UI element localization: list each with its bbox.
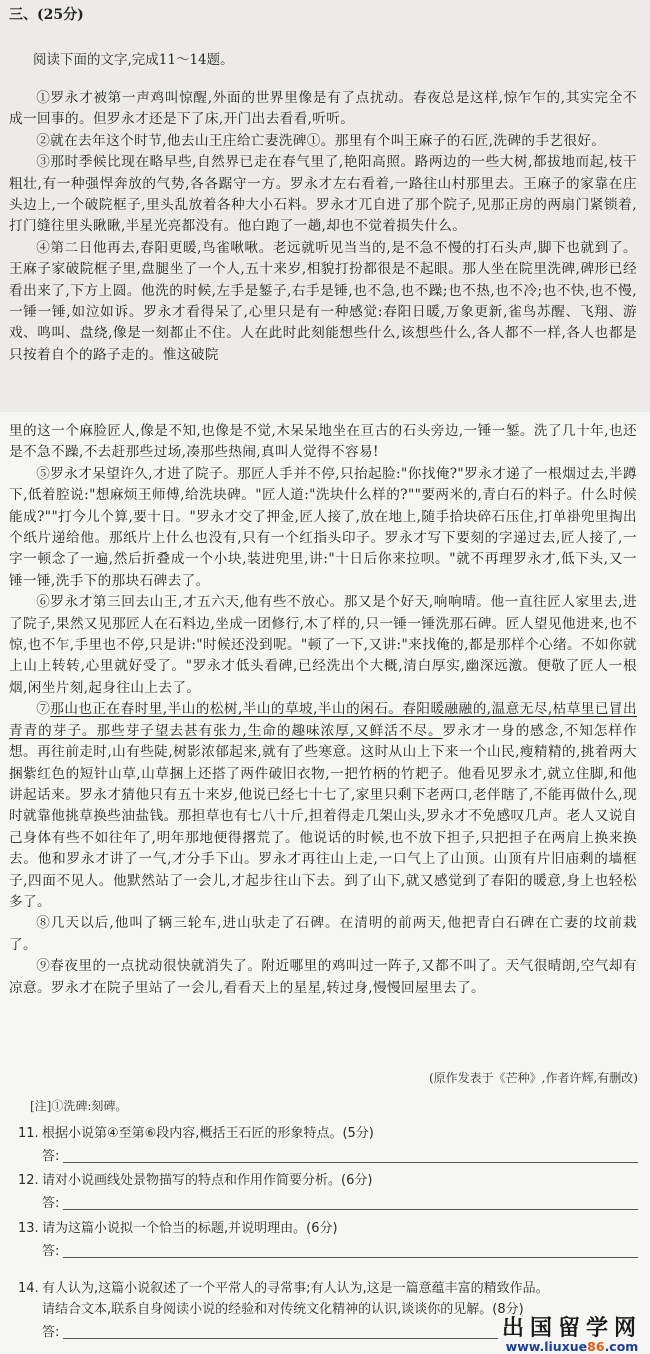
passage-bottom	[9, 421, 637, 999]
answer-label: 答:	[42, 1244, 60, 1259]
question-12	[18, 1170, 638, 1214]
source-citation: (原作发表于《芒种》,作者许辉,有删改)	[429, 1071, 638, 1085]
site-watermark	[502, 1318, 642, 1354]
url-accent: 86	[587, 1339, 605, 1354]
question-13	[18, 1218, 638, 1262]
question-text-continued: 请结合文本,联系自身阅读小说的经验和对传统文化精神的认识,谈谈你的见解。(8分)	[42, 1302, 524, 1317]
question-number: 12.	[18, 1173, 39, 1188]
paragraph-5: ⑤罗永才呆望许久,才进了院子。那匠人手并不停,只抬起脸:"你找俺?"罗永才递了一根烟过去,半蹲下,低着腔说:"想麻烦王师傅,给洗块碑。"匠人道:"洗块什么样的?""要两米的,青白石的料子。什么时候能成?""打今儿个算,要十日。"罗永才交了押金,匠人接了,放在地上,随手拾块碎石压住,打单褂兜里掏出个纸片递给他。那纸片上什么也没有,只有一个红指头印子。罗永才写下要刻的字递过去,匠人接了,一字一顿念了一遍,然后折叠成一个小块,装进兜里,讲:"十日后你来拉呗。"就不再理罗永才,低下头,又一锤一锤,洗手下的那块石碑去了。	[9, 465, 637, 589]
answer-label: 答:	[42, 1149, 60, 1164]
question-number: 14.	[18, 1281, 39, 1296]
paragraph-2: ②就在去年这个时节,他去山王庄给亡妻洗碑①。那里有个叫王麻子的石匠,洗碑的手艺很好。	[36, 132, 606, 149]
answer-line-14[interactable]	[63, 1338, 498, 1339]
answer-line-11[interactable]	[63, 1162, 638, 1163]
url-suffix: .com	[604, 1339, 639, 1354]
answer-row	[18, 1241, 638, 1262]
question-11	[18, 1123, 638, 1167]
paragraph-1: ①罗永才被第一声鸡叫惊醒,外面的世界里像是有了点扰动。春夜总是这样,惊乍乍的,其实完全不成一回事的。但罗永才还是下了床,开门出去看看,听听。	[9, 90, 637, 128]
question-text: 有人认为,这篇小说叙述了一个平常人的寻常事;有人认为,这是一篇意蕴丰富的精致作品。	[42, 1281, 549, 1296]
answer-row	[18, 1193, 638, 1214]
paragraph-7-rest: 罗永才一身的感念,不知怎样作想。再往前走时,山有些陡,树影浓郁起来,就有了些寒意。这时从山上下来一个山民,瘦精精的,挑着两大捆紫红色的短针山草,山草捆上还搭了两件破旧衣物,一把竹柄的竹耙子。他看见罗永才,就立住脚,和他讲起话来。罗永才猜他只有五十来岁,他说已经七十七了,家里只剩下老两口,老伴瞎了,不能再做什么,现时就靠他挑草换些油盐钱。那担草也有七八十斤,担着得走几架山头,罗永才不免感叹几声。老人又说自己身体有些不如往年了,明年那地便得撂荒了。他说话的时候,也不放下担子,只把担子在两肩上换来换去。他和罗永才讲了一气,才分手下山。罗永才再往山上走,一口气上了山顶。山顶有片旧庙剩的墙框子,四面不见人。他默然站了一会儿,才起步往山下去。到了山下,就又感觉到了春阳的暖意,身上也轻松多了。	[9, 722, 638, 910]
paragraph-7	[9, 699, 637, 913]
answer-line-12[interactable]	[63, 1209, 638, 1210]
url-prefix: www.liuxue	[505, 1339, 588, 1354]
answer-label: 答:	[42, 1325, 60, 1340]
paragraph-4-continued: 里的这一个麻脸匠人,像是不知,也像是不觉,木呆呆地坐在亘古的石头旁边,一锤一錾。洗了几十年,也还是不急不躁,不去赶那些过场,凑那些热闹,真叫人觉得不容易!	[9, 423, 637, 461]
question-text: 请为这篇小说拟一个恰当的标题,并说明理由。(6分)	[42, 1221, 338, 1236]
answer-row	[18, 1146, 638, 1167]
underlined-scenery-description: 那山也正在春时里,半山的松树,半山的草坡,半山的闲石。春阳暖融融的,温意无尽,枯草里已冒出青青的芽子。那些芽子望去甚有张力,生命的趣味浓厚,又鲜活不尽。	[9, 701, 637, 739]
question-number: 13.	[18, 1221, 39, 1236]
footnote: [注]①洗碑:刻碑。	[30, 1099, 128, 1113]
paragraph-6: ⑥罗永才第三回去山王,才五六天,他有些不放心。那又是个好天,响响晴。他一直往匠人家里去,进了院子,果然又见那匠人在石料边,坐成一团修行,木了样的,只一锤一锤洗那石碑。匠人望见他进来,也不惊,也不乍,手里也不停,只是讲:"时候还没到呢。"顿了一下,又讲:"来找俺的,都是那样个心绪。不如你就上山上转转,心里就好受了。"罗永才低头看碑,已经洗出个大概,清白厚实,幽深远激。便敬了匠人一根烟,闲坐片刻,起身往山上去了。	[9, 594, 637, 696]
answer-line-13[interactable]	[63, 1257, 638, 1258]
question-text: 根据小说第④至第⑥段内容,概括王石匠的形象特点。(5分)	[42, 1126, 374, 1141]
reading-instructions: 阅读下面的文字,完成11～14题。	[33, 52, 234, 68]
paragraph-9: ⑨春夜里的一点扰动很快就消失了。附近哪里的鸡叫过一阵子,又都不叫了。天气很晴朗,空气却有凉意。罗永才在院子里站了一会儿,看看天上的星星,转过身,慢慢回屋里去了。	[9, 958, 637, 996]
question-number: 11.	[18, 1126, 39, 1141]
paragraph-3: ③那时季候比现在略早些,自然界已走在春气里了,艳阳高照。路两边的一些大树,都拔地而起,枝干粗壮,有一种强悍奔放的气势,各各踞守一方。罗永才左右看着,一路往山村那里去。王麻子的家靠在庄头边上,一个破院框子,里头乱放着各种大小石料。罗永才兀自进了那个院子,见那正房的两扇门紧锁着,打门缝往里头瞅瞅,半星光亮都没有。他白跑了一趟,却也不觉着损失什么。	[9, 154, 637, 235]
section-heading: 三、(25分)	[9, 7, 84, 23]
question-text: 请对小说画线处景物描写的特点和作用作简要分析。(6分)	[42, 1173, 373, 1188]
paragraph-4: ④第二日他再去,春阳更暖,鸟雀啾啾。老远就听见当当的,是不急不慢的打石头声,脚下也就到了。王麻子家破院框子里,盘腿坐了一个人,五十来岁,相貌打扮都很是不起眼。那人坐在院里洗碑,碑形已经看出来了,下方上圆。他洗的时候,左手是錾子,右手是锤,也不急,也不躁;也不热,也不冷;也不快,也不慢,一锤一锤,如泣如诉。罗永才看得呆了,心里只是有一种感觉:春阳日暖,万象更新,雀鸟苏醒、飞翔、游戏、鸣叫、盘绕,像是一刻都止不住。人在此时此刻能想些什么,该想些什么,各人都不一样,各人也都是只按着自个的路子走的。惟这破院	[9, 239, 637, 363]
watermark-site-name: 出国留学网	[501, 1316, 642, 1341]
paragraph-8: ⑧几天以后,他叫了辆三轮车,进山驮走了石碑。在清明的前两天,他把青白石碑在亡妻的坟前栽了。	[9, 915, 637, 953]
passage-top	[9, 88, 637, 366]
paragraph-7-number: ⑦	[36, 701, 51, 718]
answer-label: 答:	[42, 1196, 60, 1211]
